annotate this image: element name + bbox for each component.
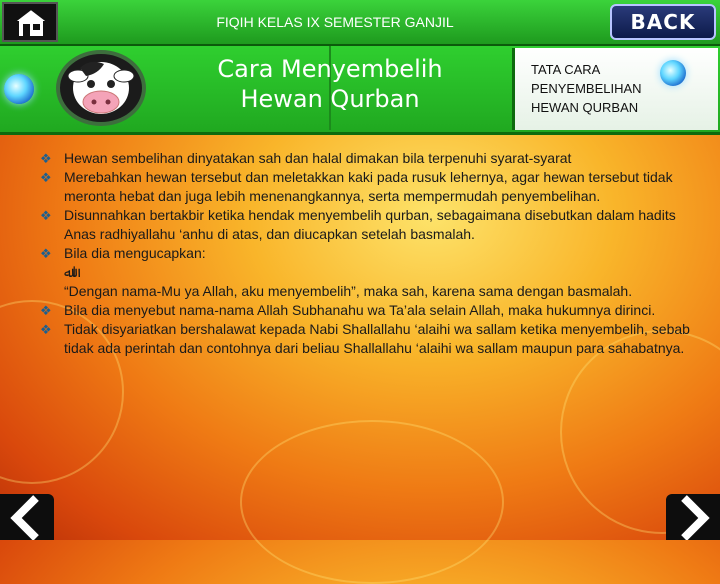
- list-item: [40, 168, 700, 206]
- page-title: [150, 54, 510, 124]
- subtitle-line3: HEWAN QURBAN: [531, 100, 639, 115]
- home-button[interactable]: [2, 2, 58, 42]
- diamond-bullet-icon: ❖: [40, 303, 52, 318]
- list-item: [40, 206, 700, 244]
- course-title: FIQIH KELAS IX SEMESTER GANJIL: [216, 14, 454, 30]
- orb-icon: [660, 60, 686, 86]
- arrow-right-icon: [666, 494, 720, 540]
- list-item: [40, 149, 700, 168]
- diamond-bullet-icon: ❖: [40, 208, 52, 223]
- diamond-bullet-icon: ❖: [40, 246, 52, 261]
- content-list: [40, 149, 700, 358]
- list-item-text: Bila dia menyebut nama-nama Allah Subhanahu wa Ta’ala selain Allah, maka hukumnya dirinci.: [64, 302, 656, 318]
- subtitle-line1: TATA CARA: [531, 62, 601, 77]
- top-bar: [0, 0, 720, 46]
- previous-button[interactable]: [0, 494, 54, 540]
- cow-icon: [56, 50, 146, 126]
- home-icon: [12, 7, 50, 39]
- list-item-text: Bila dia mengucapkan:: [64, 245, 206, 261]
- page-title-line1: Cara Menyembelih: [217, 55, 443, 83]
- arrow-left-icon: [0, 494, 54, 540]
- next-button[interactable]: [666, 494, 720, 540]
- list-item-text: Tidak disyariatkan bershalawat kepada Nabi Shallallahu ‘alaihi wa sallam ketika menyembelih, sebab tidak ada perintah dan contohnya dari beliau Shallallahu ‘alaihi wa sallam maupun para sahabatnya.: [64, 321, 690, 356]
- back-button[interactable]: BACK: [610, 4, 716, 40]
- subtitle-line2: PENYEMBELIHAN: [531, 81, 642, 96]
- list-item-text: Disunnahkan bertakbir ketika hendak menyembelih qurban, sebagaimana disebutkan dalam hadits Anas radhiyallahu ‘anhu di atas, dan diucapkan setelah basmalah.: [64, 207, 676, 242]
- diamond-bullet-icon: ❖: [40, 151, 52, 166]
- quote-text: “Dengan nama-Mu ya Allah, aku menyembelih”, maka sah, karena sama dengan basmalah.: [64, 283, 633, 299]
- arabic-text: اﷲ: [64, 264, 77, 280]
- list-item-text: Hewan sembelihan dinyatakan sah dan halal dimakan bila terpenuhi syarat-syarat: [64, 150, 572, 166]
- list-item-text: Merebahkan hewan tersebut dan meletakkan kaki pada rusuk lehernya, agar hewan tersebut tidak meronta hebat dan juga lebih menenangkannya, serta mempermudah penyembelihan.: [64, 169, 673, 204]
- subtitle-box: [512, 48, 718, 130]
- list-item: [40, 244, 700, 263]
- header-panel: [0, 46, 720, 135]
- diamond-bullet-icon: ❖: [40, 170, 52, 185]
- diamond-bullet-icon: ❖: [40, 322, 52, 337]
- list-item: [40, 301, 700, 320]
- orb-icon: [4, 74, 34, 104]
- page-title-line2: Hewan Qurban: [240, 85, 420, 113]
- decorative-swirl: [240, 420, 504, 584]
- list-item: [40, 320, 700, 358]
